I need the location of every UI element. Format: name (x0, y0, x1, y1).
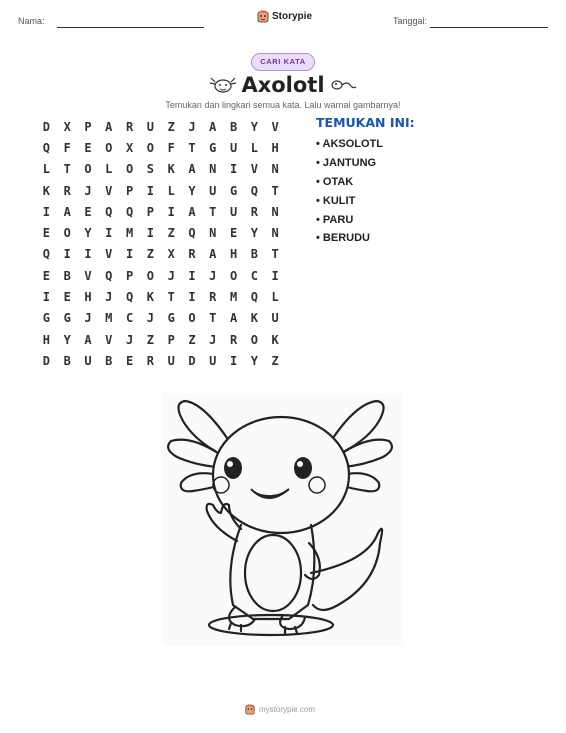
grid-letter: U (271, 311, 279, 326)
grid-letter: G (229, 183, 238, 198)
grid-letter: I (125, 247, 134, 262)
grid-letter: Z (271, 353, 279, 368)
grid-letter: O (105, 140, 113, 155)
grid-letter: Y (250, 119, 258, 134)
date-label: Tanggal: (393, 16, 428, 26)
grid-letter: I (42, 204, 51, 219)
word-list (316, 137, 383, 250)
grid-letter: Q (125, 290, 134, 305)
grid-letter: U (229, 140, 238, 155)
grid-letter: E (125, 353, 134, 368)
grid-letter: I (188, 268, 196, 283)
grid-letter: F (63, 140, 71, 155)
grid-letter: T (63, 162, 71, 177)
grid-letter: H (84, 290, 92, 305)
name-line (57, 27, 204, 28)
grid-letter: R (209, 290, 217, 305)
grid-letter: J (209, 332, 217, 347)
grid-letter: Q (250, 290, 258, 305)
grid-letter: A (209, 247, 217, 262)
grid-letter: O (63, 226, 71, 241)
word-list-title: TEMUKAN INI: (316, 115, 415, 130)
footer (245, 704, 315, 715)
grid-letter: B (250, 247, 258, 262)
grid-letter: I (42, 290, 51, 305)
grid-letter: Q (105, 268, 113, 283)
grid-letter: A (105, 119, 113, 134)
grid-letter: P (146, 204, 154, 219)
grid-letter: E (42, 268, 51, 283)
grid-letter: T (167, 290, 175, 305)
grid-letter: A (63, 204, 71, 219)
grid-letter: V (250, 162, 258, 177)
grid-letter: U (209, 183, 217, 198)
grid-letter: I (167, 204, 175, 219)
grid-letter: E (84, 140, 92, 155)
grid-letter: Q (42, 247, 51, 262)
grid-letter: E (229, 226, 238, 241)
grid-letter: N (271, 204, 279, 219)
grid-letter: O (146, 268, 154, 283)
grid-letter: Q (105, 204, 113, 219)
grid-letter: D (188, 353, 196, 368)
grid-letter: A (229, 311, 238, 326)
grid-letter: Q (250, 183, 258, 198)
grid-letter: Q (188, 226, 196, 241)
grid-letter: G (209, 140, 217, 155)
word-list-item: • KULIT (316, 194, 356, 207)
grid-letter: S (146, 162, 154, 177)
grid-letter: K (167, 162, 175, 177)
grid-letter: I (105, 226, 113, 241)
grid-letter: R (63, 183, 71, 198)
grid-letter: G (167, 311, 175, 326)
grid-letter: J (209, 268, 217, 283)
grid-letter: X (167, 247, 175, 262)
grid-letter: I (63, 247, 71, 262)
grid-letter: I (271, 268, 279, 283)
grid-letter: N (209, 162, 217, 177)
grid-letter: X (125, 140, 134, 155)
word-list-item: • OTAK (316, 175, 354, 188)
grid-letter: U (229, 204, 238, 219)
grid-letter: V (271, 119, 279, 134)
grid-letter: Y (250, 353, 258, 368)
grid-letter: Y (250, 226, 258, 241)
grid-letter: F (167, 140, 175, 155)
category-badge: CARI KATA (251, 53, 315, 71)
grid-letter: A (188, 204, 196, 219)
grid-letter: I (188, 290, 196, 305)
grid-letter: K (146, 290, 154, 305)
grid-letter: R (229, 332, 238, 347)
grid-letter: B (229, 119, 238, 134)
grid-letter: T (209, 204, 217, 219)
grid-letter: J (84, 311, 92, 326)
grid-letter: T (209, 311, 217, 326)
grid-letter: Z (167, 226, 175, 241)
grid-letter: V (105, 332, 113, 347)
grid-letter: Y (63, 332, 71, 347)
word-list-item: • AKSOLOTL (316, 138, 383, 150)
grid-letter: U (146, 119, 154, 134)
grid-letter: P (167, 332, 175, 347)
grid-letter: M (105, 311, 113, 326)
page-title: Axolotl (241, 73, 325, 97)
grid-letter: J (167, 268, 175, 283)
grid-letter: O (229, 268, 238, 283)
grid-letter: R (188, 247, 196, 262)
grid-letter: P (84, 119, 92, 134)
grid-letter: R (125, 119, 134, 134)
grid-letter: L (105, 162, 113, 177)
grid-letter: N (209, 226, 217, 241)
grid-letter: K (42, 183, 51, 198)
grid-letter: L (250, 140, 258, 155)
grid-letter: B (63, 268, 71, 283)
grid-letter: O (250, 332, 258, 347)
grid-letter: Q (42, 140, 51, 155)
grid-letter: J (84, 183, 92, 198)
word-list-item: • PARU (316, 213, 354, 226)
grid-letter: J (105, 290, 113, 305)
grid-letter: I (146, 183, 154, 198)
grid-letter: Q (125, 204, 134, 219)
grid-letter: A (188, 162, 196, 177)
grid-letter: A (209, 119, 217, 134)
word-list-item: • BERUDU (316, 232, 370, 245)
grid-letter: G (42, 311, 51, 326)
grid-letter: H (42, 332, 51, 347)
grid-letter: C (125, 311, 134, 326)
word-list-item: • JANTUNG (316, 156, 377, 169)
grid-letter: R (146, 353, 154, 368)
grid-letter: U (84, 353, 92, 368)
grid-letter: L (167, 183, 175, 198)
worksheet-header (0, 10, 566, 32)
storypie-logo-icon (245, 704, 255, 715)
grid-letter: G (63, 311, 71, 326)
grid-letter: E (63, 290, 71, 305)
grid-letter: H (229, 247, 238, 262)
grid-letter: Y (188, 183, 196, 198)
grid-letter: O (188, 311, 196, 326)
grid-letter: B (105, 353, 113, 368)
grid-letter: I (84, 247, 92, 262)
grid-letter: E (84, 204, 92, 219)
grid-letter: O (125, 162, 134, 177)
grid-letter: J (146, 311, 154, 326)
brand-name: Storypie (272, 11, 313, 22)
word-search-grid (36, 116, 286, 372)
grid-letter: Y (84, 226, 92, 241)
instructions: Temukan dan lingkari semua kata. Lalu warnai gambarnya! (165, 100, 401, 110)
grid-letter: Z (188, 332, 196, 347)
grid-letter: B (63, 353, 71, 368)
grid-letter: Z (146, 247, 154, 262)
grid-letter: U (167, 353, 175, 368)
footer-url: mystorypie.com (259, 705, 316, 714)
grid-letter: R (250, 204, 258, 219)
grid-letter: L (42, 162, 51, 177)
grid-letter: P (125, 183, 134, 198)
grid-letter: I (146, 226, 154, 241)
brand (257, 10, 312, 23)
grid-letter: J (188, 119, 196, 134)
grid-letter: E (42, 226, 51, 241)
grid-letter: J (125, 332, 134, 347)
grid-letter: K (271, 332, 279, 347)
grid-letter: X (63, 119, 71, 134)
grid-letter: V (105, 247, 113, 262)
tadpole-doodle-icon (329, 78, 357, 92)
grid-letter: V (105, 183, 113, 198)
grid-letter: P (125, 268, 134, 283)
name-label: Nama: (18, 16, 45, 26)
grid-letter: V (84, 268, 92, 283)
grid-letter: Z (146, 332, 154, 347)
grid-letter: M (229, 290, 238, 305)
date-line (430, 27, 548, 28)
grid-letter: C (250, 268, 258, 283)
grid-letter: L (271, 290, 279, 305)
grid-letter: O (84, 162, 92, 177)
axolotl-coloring-picture (163, 393, 403, 646)
grid-letter: Z (167, 119, 175, 134)
grid-letter: U (209, 353, 217, 368)
grid-letter: H (271, 140, 279, 155)
grid-letter: M (125, 226, 134, 241)
grid-letter: A (84, 332, 92, 347)
grid-letter: I (229, 162, 238, 177)
grid-letter: I (229, 353, 238, 368)
grid-letter: T (271, 247, 279, 262)
grid-letter: T (271, 183, 279, 198)
grid-letter: N (271, 162, 279, 177)
grid-letter: D (42, 353, 51, 368)
storypie-logo-icon (257, 10, 269, 23)
grid-letter: T (188, 140, 196, 155)
grid-letter: N (271, 226, 279, 241)
grid-letter: D (42, 119, 51, 134)
grid-letter: K (250, 311, 258, 326)
grid-letter: O (146, 140, 154, 155)
